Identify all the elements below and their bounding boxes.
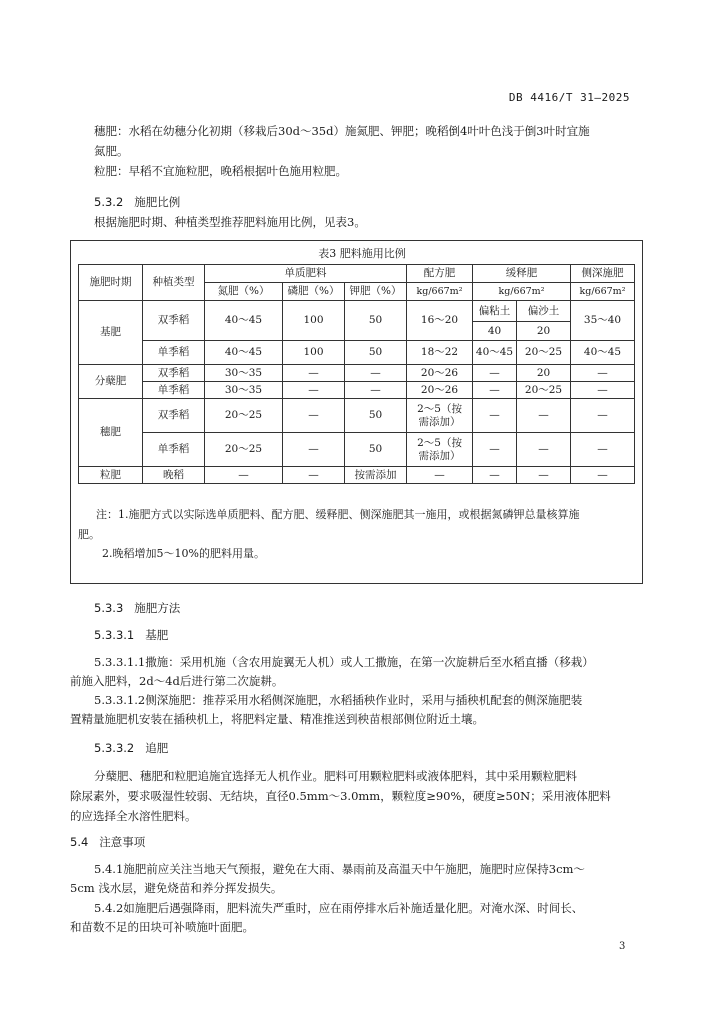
table-note-2: 2.晚稻增加5～10%的肥料用量。 [102,547,265,560]
table-cell: 单季稻 [143,341,205,365]
caution-1-line1: 5.4.1施肥前应关注当地天气预报，避免在大雨、暴雨前及高温天中午施肥，施肥时应保持3cm～ [94,862,585,876]
table-cell: 18～22 [407,341,473,365]
table-cell: 50 [345,399,407,433]
table-cell: 30～35 [205,365,283,382]
document-code: DB 4416/T 31—2025 [508,91,630,104]
paragraph-grain-fertilizer: 粒肥：早稻不宜施粒肥，晚稻根据叶色施用粒肥。 [94,164,347,178]
section-532-text: 根据施肥时期、种植类型推荐肥料施用比例，见表3。 [94,215,366,229]
table-cell: 20 [517,322,571,341]
section-532-heading [94,194,180,210]
table-cell: 按需添加 [345,467,407,484]
table-cell: 偏沙土 [517,301,571,322]
row-label-base: 基肥 [79,301,143,365]
section-number: 5.3.3.1 [94,628,135,642]
table-cell: 50 [345,341,407,365]
cell-line: 2～5（按 [417,402,462,415]
table-cell: 50 [345,301,407,341]
paragraph-panicle-fertilizer-line2: 氮肥。 [94,144,129,158]
table-cell: — [473,467,517,484]
table-cell: 晚稻 [143,467,205,484]
header-slow: 缓释肥 [473,265,571,283]
header-side: 侧深施肥 [571,265,635,283]
section-number: 5.3.3.2 [94,741,135,755]
section-title: 追肥 [145,741,169,755]
cell-line: 2～5（按 [417,436,462,449]
table-cell: — [407,467,473,484]
caution-2-line2: 和苗数不足的田块可补喷施叶面肥。 [70,920,254,934]
table-cell: — [473,365,517,382]
base-method-broadcast-line2: 前施入肥料，2d～4d后进行第二次旋耕。 [70,674,284,688]
table-cell: — [283,399,345,433]
top-dress-line1: 分蘖肥、穗肥和粒肥追施宜选择无人机作业。肥料可用颗粒肥料或液体肥料，其中采用颗粒肥料 [94,769,577,783]
header-type: 种植类型 [143,265,205,301]
cell-line: 需添加） [418,449,461,462]
base-method-side-deep-line2: 置精量施肥机安装在插秧机上，将肥料定量、精准推送到秧苗根部侧位附近土壤。 [70,712,484,726]
table-title: 表3 肥料施用比例 [318,247,406,260]
table-cell: — [571,399,635,433]
section-title: 施肥比例 [134,195,181,209]
table-cell: — [571,433,635,467]
table-cell: — [345,365,407,382]
table-cell: — [517,467,571,484]
table-cell: 20 [517,365,571,382]
header-formula-unit: kg/667m² [407,283,473,301]
header-single: 单质肥料 [205,265,407,283]
table-cell: 双季稻 [143,301,205,341]
table-cell: 20～26 [407,382,473,399]
table-note-1-line1: 注：1.施肥方式以实际选单质肥料、配方肥、缓释肥、侧深施肥其一施用，或根据氮磷钾总量核算施 [96,508,580,521]
table-cell: 20～25 [517,382,571,399]
table-cell: — [283,382,345,399]
table-cell: — [571,467,635,484]
row-label-tiller: 分蘖肥 [79,365,143,399]
table-cell [407,399,473,433]
table-cell: 20～25 [205,399,283,433]
table-cell: 16～20 [407,301,473,341]
table-cell: 35～40 [571,301,635,341]
table-cell: — [571,382,635,399]
header-nitrogen: 氮肥（%） [205,283,283,301]
table-cell: — [283,467,345,484]
table-cell: — [473,382,517,399]
table-cell: 40～45 [205,301,283,341]
table-cell: 40 [473,322,517,341]
section-5331-heading [94,627,168,643]
caution-1-line2: 5cm 浅水层，避免烧苗和养分挥发损失。 [70,881,283,895]
row-label-grain: 粒肥 [79,467,143,484]
header-phosphorus: 磷肥（%） [283,283,345,301]
cell-line: 需添加） [418,415,461,428]
table-cell: — [205,467,283,484]
section-number: 5.4 [70,835,89,849]
header-slow-unit: kg/667m² [473,283,571,301]
table-cell: — [517,399,571,433]
row-label-panicle: 穗肥 [79,399,143,467]
table-cell: — [283,433,345,467]
section-number: 5.3.2 [94,195,124,209]
fertilizer-ratio-table [78,264,635,484]
table-cell: 偏粘土 [473,301,517,322]
section-title: 注意事项 [99,835,146,849]
header-side-unit: kg/667m² [571,283,635,301]
table-cell: 100 [283,301,345,341]
header-formula: 配方肥 [407,265,473,283]
table-cell: 30～35 [205,382,283,399]
table-cell: — [517,433,571,467]
section-5332-heading [94,740,168,756]
table-cell: 40～45 [571,341,635,365]
table-cell: 50 [345,433,407,467]
table-cell: — [473,399,517,433]
top-dress-line3: 的应选择全水溶性肥料。 [70,809,197,823]
paragraph-panicle-fertilizer-line1: 穗肥：水稻在幼穗分化初期（移栽后30d～35d）施氮肥、钾肥；晚稻倒4叶叶色浅于倒3叶时宜施 [94,124,590,138]
table-cell: 20～25 [517,341,571,365]
table-cell: — [473,433,517,467]
table-note-1-line2: 肥。 [78,528,100,541]
header-potassium: 钾肥（%） [345,283,407,301]
table-cell: 双季稻 [143,365,205,382]
table-cell: 100 [283,341,345,365]
table-cell: 20～26 [407,365,473,382]
top-dress-line2: 除尿素外，要求吸湿性较弱、无结块，直径0.5mm～3.0mm，颗粒度≥90%，硬度≥50N；采用液体肥料 [70,789,611,803]
table-cell: 40～45 [473,341,517,365]
table-cell: 20～25 [205,433,283,467]
section-533-heading [94,600,180,616]
caution-2-line1: 5.4.2如施肥后遇强降雨，肥料流失严重时，应在雨停排水后补施适量化肥。对淹水深、时间长、 [94,901,584,915]
table-cell: — [283,365,345,382]
table-cell: 单季稻 [143,382,205,399]
table-cell [407,433,473,467]
table-cell: 40～45 [205,341,283,365]
table-cell: 双季稻 [143,399,205,433]
base-method-side-deep-line1: 5.3.3.1.2侧深施肥：推荐采用水稻侧深施肥，水稻插秧作业时，采用与插秧机配套的侧深施肥装 [94,693,583,707]
header-period: 施肥时期 [79,265,143,301]
table-cell: — [345,382,407,399]
page-number: 3 [619,941,626,952]
base-method-broadcast-line1: 5.3.3.1.1撒施：采用机施（含农用旋翼无人机）或人工撒施，在第一次旋耕后至水稻直播（移栽） [94,655,594,669]
section-number: 5.3.3 [94,601,124,615]
section-54-heading [70,834,145,850]
table-cell: — [571,365,635,382]
section-title: 基肥 [145,628,169,642]
section-title: 施肥方法 [134,601,181,615]
table-cell: 单季稻 [143,433,205,467]
